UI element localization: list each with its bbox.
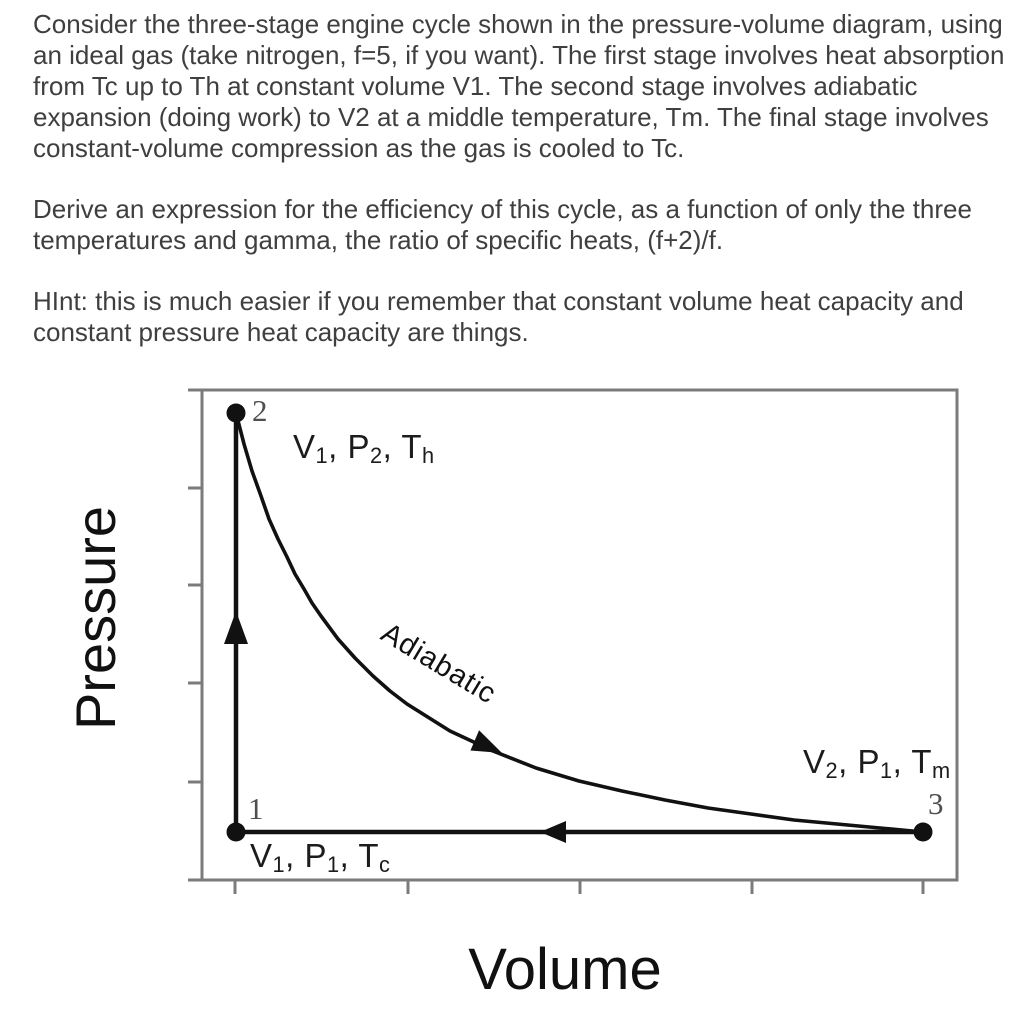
state3-p: , P [838,743,880,780]
state3-v-sub: 2 [825,757,839,783]
state2-p-sub: 2 [369,442,383,468]
problem-paragraph-1: Consider the three-stage engine cycle shown in the pressure-volume diagram, using an ideal gas (take nitrogen, f=5, if you want). The first stage involves heat absorption from Tc up to Th at constant volume V1. The second stage involves adiabatic expansion (doing work) to V2 at a middle temperature, Tm. The final stage involves constant-volume compression as the gas is cooled to Tc. [33,9,1005,163]
state-label-2 [293,428,435,466]
state3-t-sub: m [932,757,951,783]
state-label-3 [803,743,951,781]
state2-t-sub: h [422,442,435,468]
y-axis-ticks [188,390,202,880]
state1-v: V [250,837,273,874]
state-point-2 [227,404,246,423]
state-point-3 [914,823,933,842]
state3-p-sub: 1 [879,757,893,783]
point-number-1: 1 [248,791,264,826]
x-axis-label: Volume [468,937,662,1002]
y-axis-label: Pressure [64,505,127,731]
state1-v-sub: 1 [272,851,286,877]
curve-arrowhead [470,730,506,762]
state2-v: V [293,428,316,465]
problem-paragraph-3: HInt: this is much easier if you remember that constant volume heat capacity and constant pressure heat capacity are things. [33,286,964,347]
state2-p: , P [328,428,370,465]
up-arrowhead [224,611,248,644]
state2-t: , T [382,428,422,465]
point-number-3: 3 [928,786,944,821]
state-point-1 [227,823,246,842]
state-label-1 [250,837,390,875]
state3-t: , T [892,743,932,780]
state3-v: V [803,743,826,780]
problem-paragraph-2: Derive an expression for the efficiency of this cycle, as a function of only the three temperatures and gamma, the ratio of specific heats, (f+2)/f. [33,194,972,255]
state1-p: , P [285,837,327,874]
state1-t: , T [339,837,379,874]
state1-p-sub: 1 [326,851,340,877]
point-number-2: 2 [252,393,268,428]
state1-t-sub: c [379,851,391,877]
state2-v-sub: 1 [315,442,329,468]
x-axis-ticks [235,880,923,894]
adiabatic-label: Adiabatic [375,617,502,711]
left-arrowhead [540,821,566,843]
